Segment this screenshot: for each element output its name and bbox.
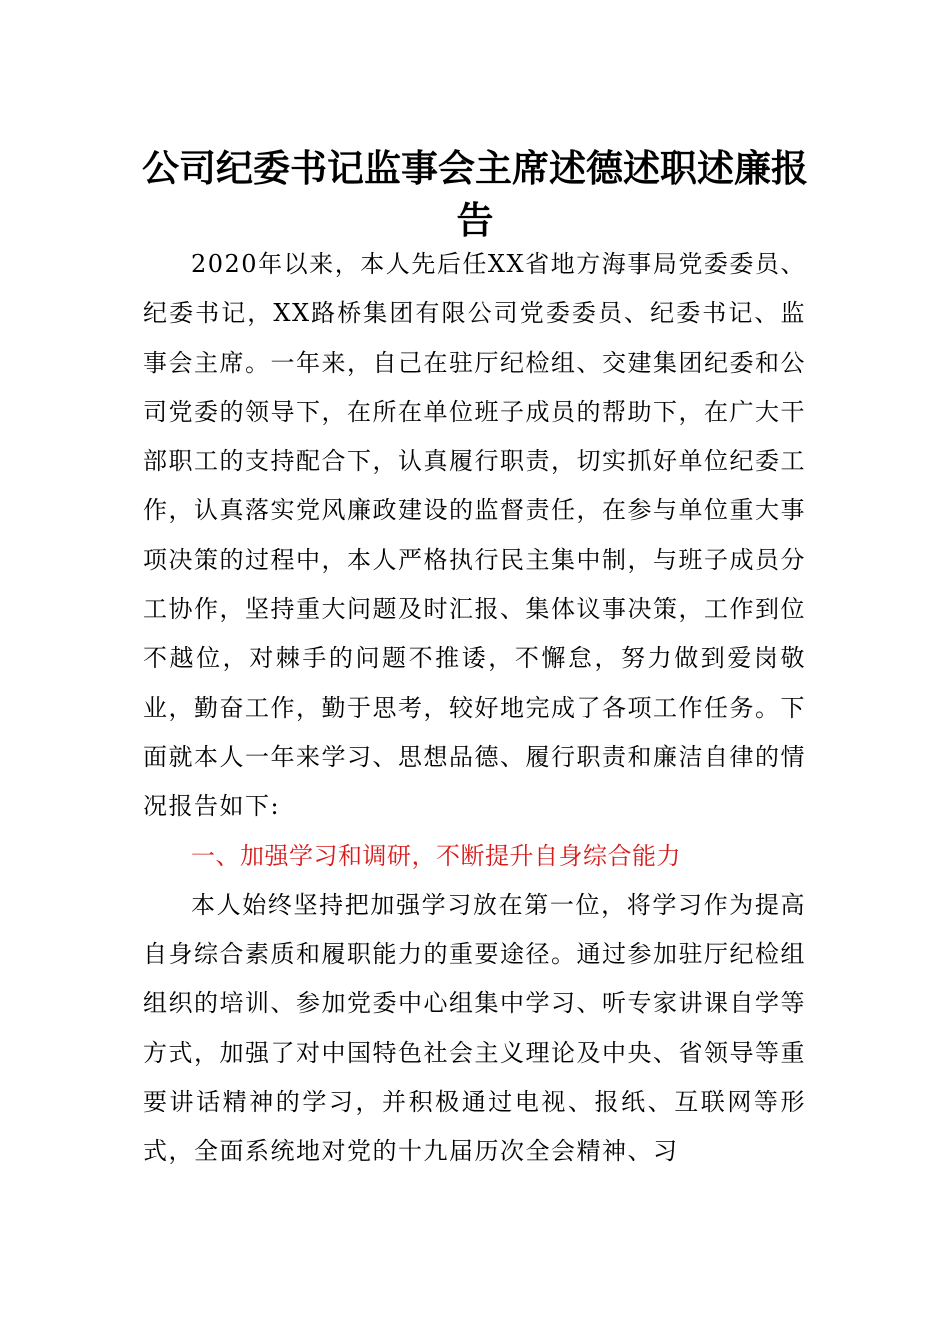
section-paragraph: 本人始终坚持把加强学习放在第一位，将学习作为提高自身综合素质和履职能力的重要途径。通过参加驻厅纪检组组织的培训、参加党委中心组集中学习、听专家讲课自学等方式，加强了对中国特色社会主义理论及中央、省领导等重要讲话精神的学习，并积极通过电视、报纸、互联网等形式，全面系统地对党的十九届历次全会精神、习 [143,890,806,1166]
intro-paragraph: 2020年以来，本人先后任XX省地方海事局党委委员、纪委书记，XX路桥集团有限公司党委委员、纪委书记、监事会主席。一年来，自己在驻厅纪检组、交建集团纪委和公司党委的领导下，在所在单位班子成员的帮助下，在广大干部职工的支持配合下，认真履行职责，切实抓好单位纪委工作，认真落实党风廉政建设的监督责任，在参与单位重大事项决策的过程中，本人严格执行民主集中制，与班子成员分工协作，坚持重大问题及时汇报、集体议事决策，工作到位不越位，对棘手的问题不推诿，不懈怠，努力做到爱岗敬业，勤奋工作，勤于思考，较好地完成了各项工作任务。下面就本人一年来学习、思想品德、履行职责和廉洁自律的情况报告如下: [143,250,806,821]
section-heading: 一、加强学习和调研，不断提升自身综合能力 [191,841,681,870]
document-title: 公司纪委书记监事会主席述德述职述廉报告 [142,146,808,242]
document-body [143,240,806,1177]
